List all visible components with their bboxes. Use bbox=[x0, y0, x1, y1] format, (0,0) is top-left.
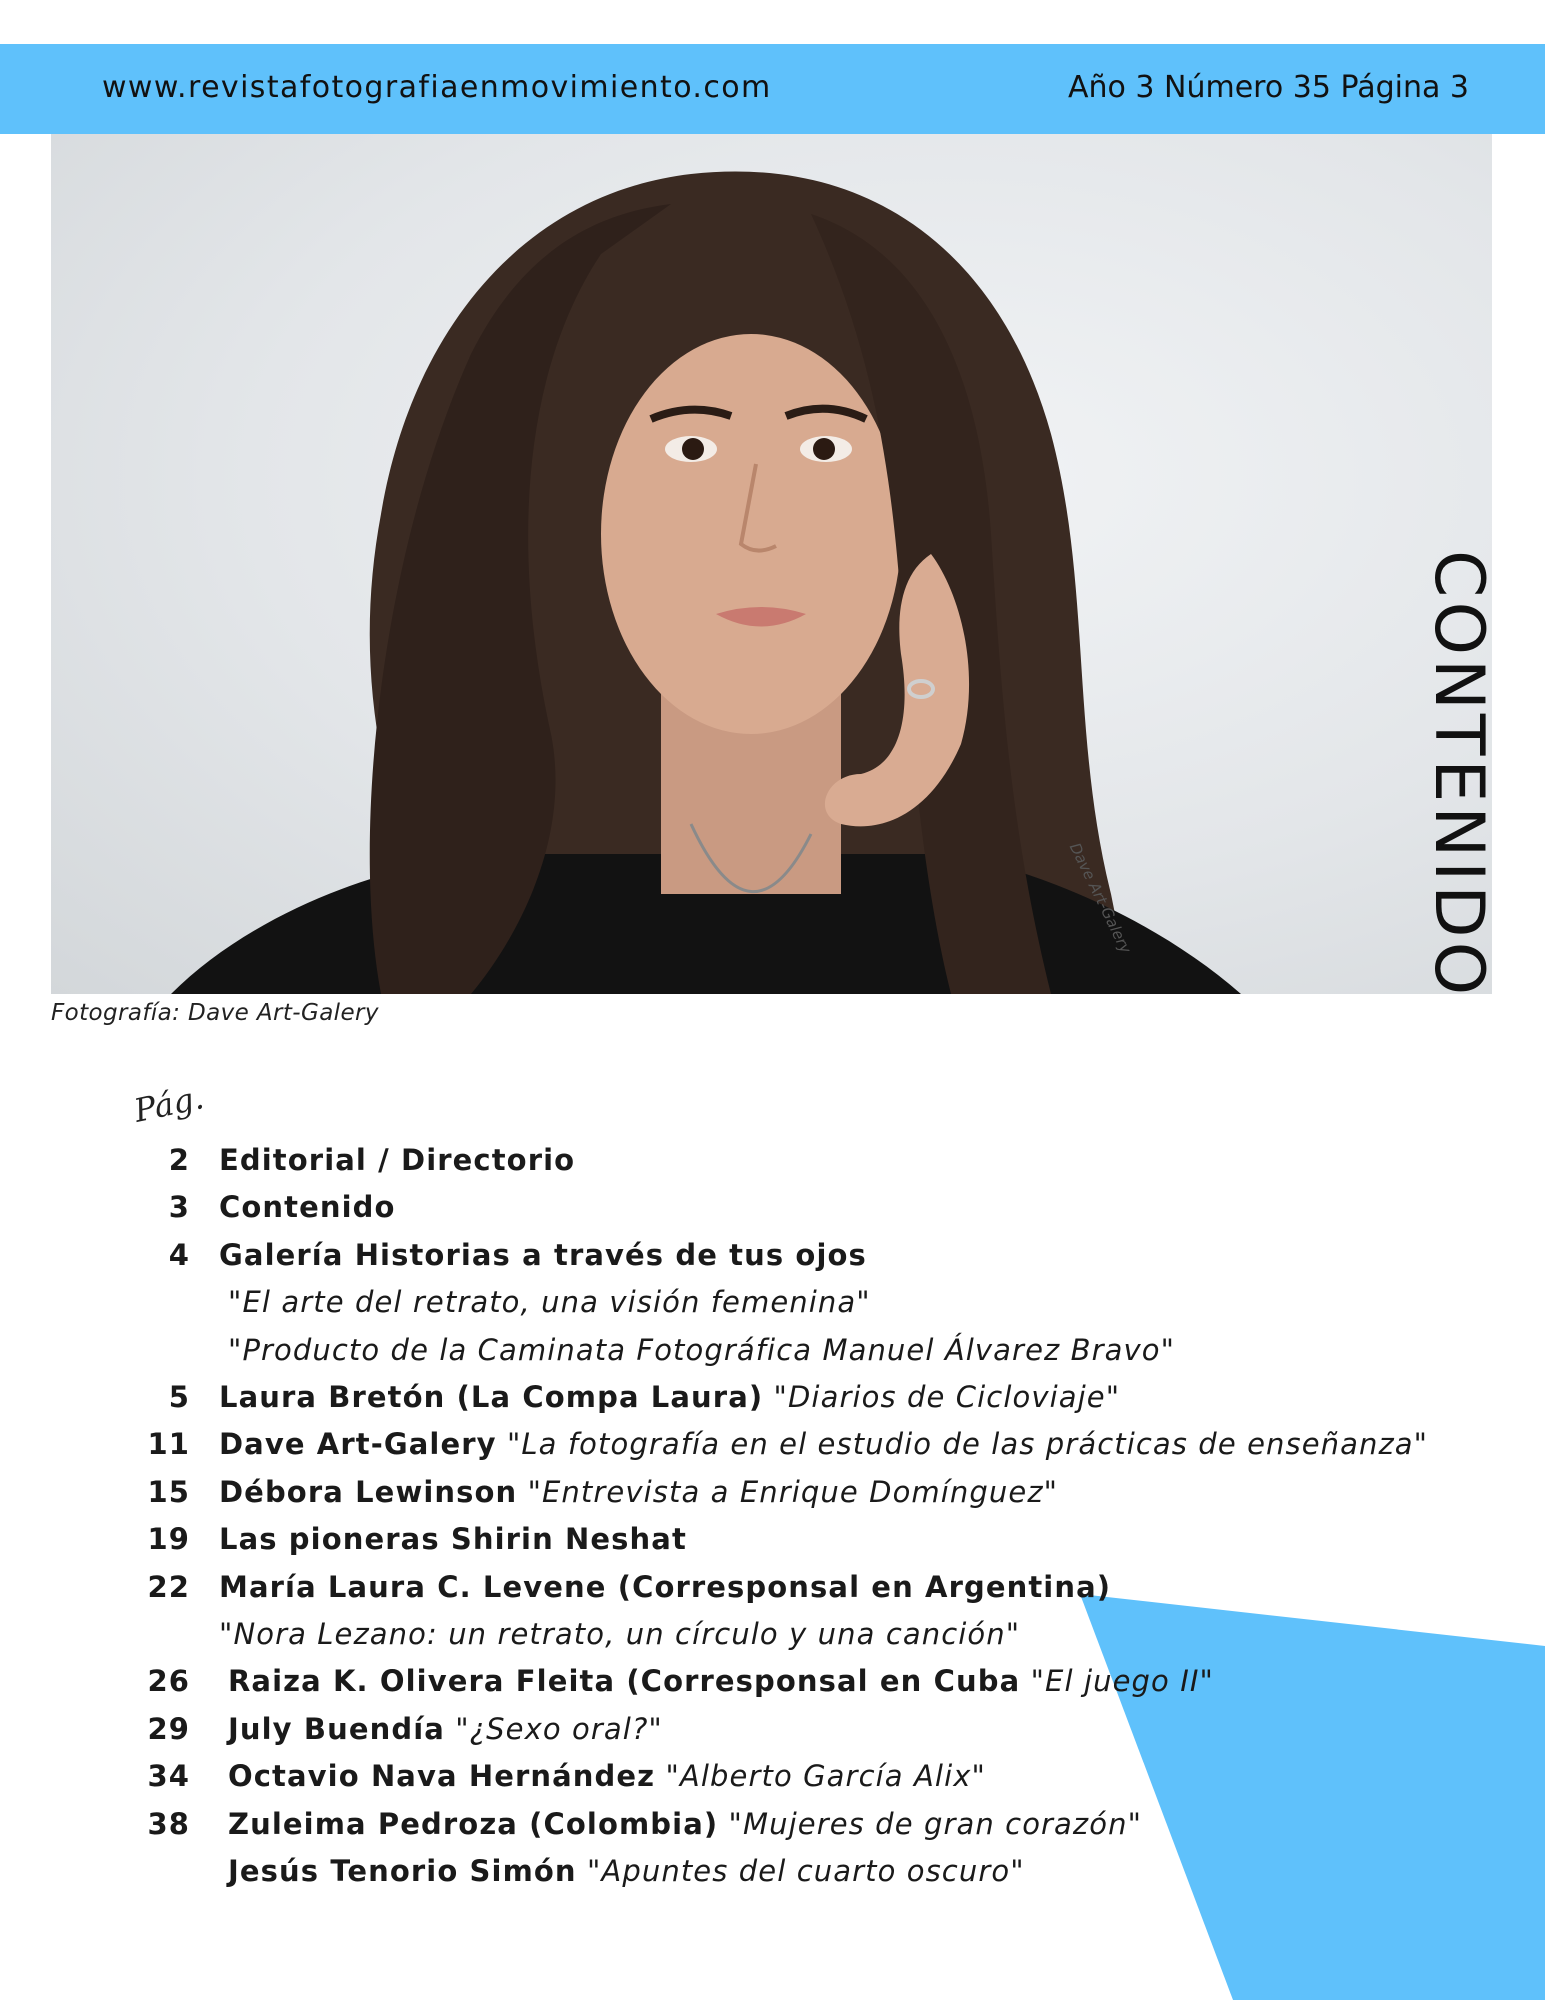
toc-entry[interactable] bbox=[0, 1614, 1545, 1654]
toc-entry[interactable] bbox=[0, 1567, 1545, 1607]
toc-entry-text bbox=[228, 1756, 986, 1796]
toc-entry[interactable] bbox=[0, 1330, 1545, 1370]
toc-title: July Buendía bbox=[228, 1711, 445, 1746]
toc-page-number: 26 bbox=[147, 1664, 190, 1699]
toc-entry-text bbox=[219, 1235, 867, 1275]
toc-entry[interactable] bbox=[0, 1187, 1545, 1227]
toc-subtitle: "Apuntes del cuarto oscuro" bbox=[576, 1854, 1025, 1888]
toc-page-number: 5 bbox=[168, 1380, 190, 1414]
toc-entry[interactable] bbox=[0, 1140, 1545, 1180]
toc-page-number: 11 bbox=[147, 1427, 190, 1462]
photo-watermark: Dave Art-Galery bbox=[1065, 840, 1135, 957]
toc-entry-text bbox=[219, 1614, 1020, 1654]
toc-subtitle: "Producto de la Caminata Fotográfica Manuel Álvarez Bravo" bbox=[228, 1332, 1176, 1367]
toc-title: Editorial / Directorio bbox=[219, 1143, 576, 1177]
page-column-label: Pág. bbox=[130, 1078, 208, 1130]
toc-title: María Laura C. Levene (Corresponsal en Argentina) bbox=[219, 1569, 1112, 1604]
toc-title: Jesús Tenorio Simón bbox=[228, 1854, 577, 1888]
toc-entry-text bbox=[219, 1377, 1120, 1417]
toc-entry-text bbox=[219, 1187, 396, 1227]
toc-subtitle: "El juego II" bbox=[1020, 1664, 1214, 1699]
toc-entry[interactable] bbox=[0, 1424, 1545, 1464]
toc-page-number: 22 bbox=[147, 1569, 190, 1604]
toc-subtitle: "El arte del retrato, una visión femenina" bbox=[228, 1285, 871, 1320]
toc-entry-text bbox=[219, 1472, 1058, 1512]
toc-title: Zuleima Pedroza (Colombia) bbox=[228, 1806, 719, 1841]
section-title: CONTENIDO bbox=[1419, 550, 1498, 1000]
toc-entry-text bbox=[228, 1709, 663, 1749]
toc-page-number: 29 bbox=[147, 1711, 190, 1746]
toc-entry[interactable] bbox=[0, 1235, 1545, 1275]
toc-title: Raiza K. Olivera Fleita (Corresponsal en Cuba bbox=[228, 1664, 1021, 1699]
toc-entry-text bbox=[228, 1661, 1214, 1701]
toc-subtitle: "Diarios de Cicloviaje" bbox=[763, 1380, 1121, 1414]
toc-entry-text bbox=[228, 1282, 871, 1322]
toc-entry[interactable] bbox=[0, 1377, 1545, 1417]
toc-entry-text bbox=[228, 1330, 1175, 1370]
toc-title: Laura Bretón (La Compa Laura) bbox=[219, 1380, 764, 1414]
toc-title: Débora Lewinson bbox=[219, 1474, 518, 1509]
toc-page-number: 4 bbox=[168, 1237, 190, 1272]
toc-entry-text bbox=[219, 1424, 1428, 1464]
toc-entry[interactable] bbox=[0, 1709, 1545, 1749]
toc-entry[interactable] bbox=[0, 1756, 1545, 1796]
toc-entry[interactable] bbox=[0, 1804, 1545, 1844]
toc-page-number: 15 bbox=[147, 1474, 190, 1509]
toc-subtitle: "Nora Lezano: un retrato, un círculo y una canción" bbox=[219, 1617, 1021, 1651]
toc-page-number: 34 bbox=[147, 1759, 190, 1794]
toc-entry[interactable] bbox=[0, 1851, 1545, 1891]
toc-entry[interactable] bbox=[0, 1282, 1545, 1322]
toc-title: Contenido bbox=[219, 1190, 396, 1225]
site-url[interactable]: www.revistafotografiaenmovimiento.com bbox=[102, 70, 772, 105]
toc-entry-text bbox=[228, 1804, 1142, 1844]
toc-title: Galería Historias a través de tus ojos bbox=[219, 1237, 867, 1272]
toc-entry-text bbox=[219, 1519, 687, 1559]
issue-info: Año 3 Número 35 Página 3 bbox=[1068, 70, 1469, 105]
toc-entry-text bbox=[219, 1567, 1111, 1607]
toc-entry[interactable] bbox=[0, 1661, 1545, 1701]
toc-subtitle: "Entrevista a Enrique Domínguez" bbox=[517, 1474, 1059, 1509]
toc-entry-text bbox=[228, 1851, 1025, 1891]
photo-caption: Fotografía: Dave Art-Galery bbox=[51, 1000, 379, 1026]
toc-entry[interactable] bbox=[0, 1519, 1545, 1559]
toc-subtitle: "Alberto García Alix" bbox=[655, 1759, 986, 1794]
toc-subtitle: "La fotografía en el estudio de las prácticas de enseñanza" bbox=[496, 1427, 1429, 1462]
toc-title: Las pioneras Shirin Neshat bbox=[219, 1522, 687, 1557]
toc-page-number: 2 bbox=[168, 1143, 190, 1177]
toc-entry-text bbox=[219, 1140, 575, 1180]
toc-page-number: 3 bbox=[168, 1190, 190, 1225]
toc-title: Octavio Nava Hernández bbox=[228, 1759, 656, 1794]
toc-subtitle: "¿Sexo oral?" bbox=[444, 1711, 663, 1746]
toc-page-number: 19 bbox=[147, 1522, 190, 1557]
toc-title: Dave Art-Galery bbox=[219, 1427, 497, 1462]
toc-subtitle: "Mujeres de gran corazón" bbox=[718, 1806, 1143, 1841]
toc-page-number: 38 bbox=[147, 1806, 190, 1841]
toc-entry[interactable] bbox=[0, 1472, 1545, 1512]
